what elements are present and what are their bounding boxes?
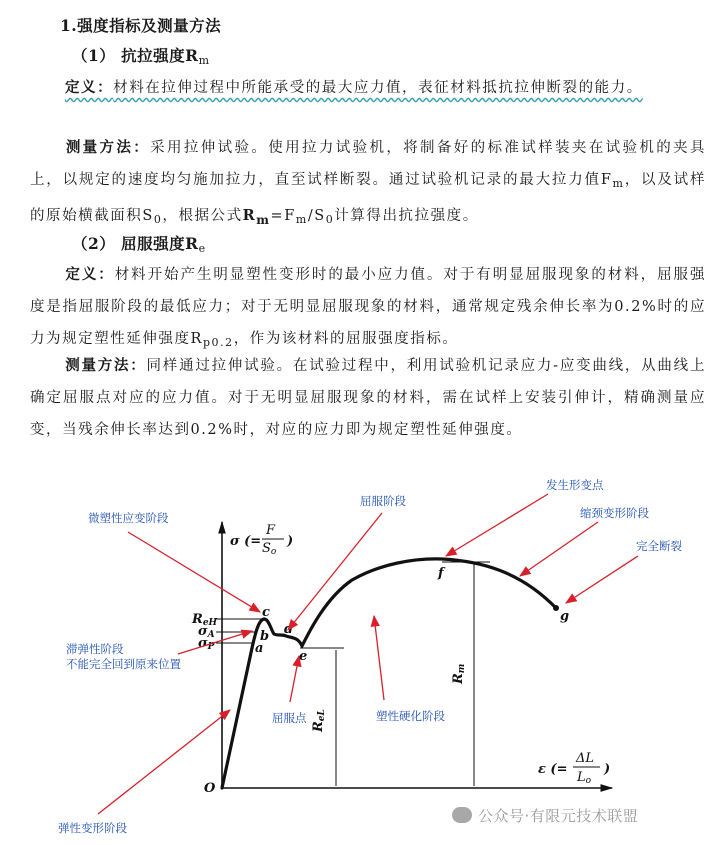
point-a: a bbox=[255, 641, 264, 656]
rm-label: Rm bbox=[451, 663, 467, 684]
sigma-p-label: σP bbox=[198, 636, 215, 652]
point-b: b bbox=[260, 629, 270, 644]
x-axis-close: ) bbox=[604, 762, 611, 777]
label-anelastic-note: 不能完全回到原来位置 bbox=[66, 657, 181, 671]
reh-label: ReH bbox=[192, 612, 218, 628]
label-anelastic: 滞弹性阶段 bbox=[66, 642, 124, 656]
yield-heading: （2） 屈服强度$R_e$ bbox=[72, 234, 206, 255]
point-c: c bbox=[262, 605, 270, 620]
sigma-a-label: σA bbox=[198, 624, 215, 640]
label-yield-stage: 屈服阶段 bbox=[360, 494, 406, 508]
section-title: 1.强度指标及测量方法 bbox=[60, 16, 222, 35]
y-axis-label: σ (= bbox=[230, 534, 262, 549]
x-axis-dL: ΔL bbox=[576, 751, 595, 766]
label-fracture: 完全断裂 bbox=[636, 539, 682, 553]
rel-label: ReL bbox=[311, 709, 327, 732]
point-e: e bbox=[299, 649, 308, 664]
yield-method: 测量方法：同样通过拉伸试验。在试验过程中，利用试验机记录应力-应变曲线，从曲线上确定屈服点对应的应力值。对于无明显屈服现象的材料，需在试样上安装引伸计，精确测量应变，当残余伸长率达到0.2%时，对应的应力即为规定塑性延伸强度。 bbox=[30, 357, 706, 438]
label-hardening: 塑性硬化阶段 bbox=[376, 709, 445, 723]
label-onset: 发生形变点 bbox=[546, 478, 604, 492]
tensile-method: 测量方法：采用拉伸试验。使用拉力试验机，将制备好的标准试样装夹在试验机的夹具上，以规定的速度均匀施加拉力，直至试样断裂。通过试验机记录的最大拉力值$F_m$，以及试样的原始横截面积$S_0$，根据公式$R_m=F_m/S_0$计算得出抗拉强度。 bbox=[30, 139, 707, 227]
point-f: f bbox=[438, 566, 444, 581]
tensile-definition: 定义：材料在拉伸过程中所能承受的最大应力值，表征材料抵抗拉伸断裂的能力。 bbox=[65, 79, 643, 96]
wechat-icon bbox=[452, 807, 472, 823]
watermark: 公众号·有限元技术联盟 bbox=[452, 805, 638, 826]
tensile-heading: （1） 抗拉强度$R_m$ bbox=[72, 46, 210, 67]
label-elastic: 弹性变形阶段 bbox=[58, 821, 127, 835]
x-axis-label: ε (= bbox=[538, 762, 568, 777]
yield-definition: 定义：材料开始产生明显塑性变形时的最小应力值。对于有明显屈服现象的材料，屈服强度是指屈服阶段的最低应力；对于无明显屈服现象的材料，通常规定残余伸长率为0.2%时的应力为规定塑性延伸强度$R_{p0.2}$，作为该材料的屈服强度指标。 bbox=[30, 266, 707, 349]
x-axis-L: Lo bbox=[577, 770, 592, 786]
formula: $R_m$ bbox=[242, 207, 271, 227]
origin-label: O bbox=[204, 781, 216, 796]
point-d: d bbox=[284, 622, 294, 637]
stress-strain-diagram bbox=[0, 470, 727, 845]
y-axis-close: ) bbox=[287, 534, 294, 549]
point-g: g bbox=[560, 609, 570, 624]
label-necking: 缩颈变形阶段 bbox=[580, 506, 649, 520]
y-axis-S: So bbox=[262, 541, 277, 557]
fracture-point bbox=[553, 605, 559, 611]
stress-strain-curve bbox=[222, 559, 556, 788]
y-axis-F: F bbox=[266, 523, 276, 538]
label-yield-point: 屈服点 bbox=[272, 711, 307, 725]
label-micro-plastic: 微塑性应变阶段 bbox=[88, 511, 169, 525]
